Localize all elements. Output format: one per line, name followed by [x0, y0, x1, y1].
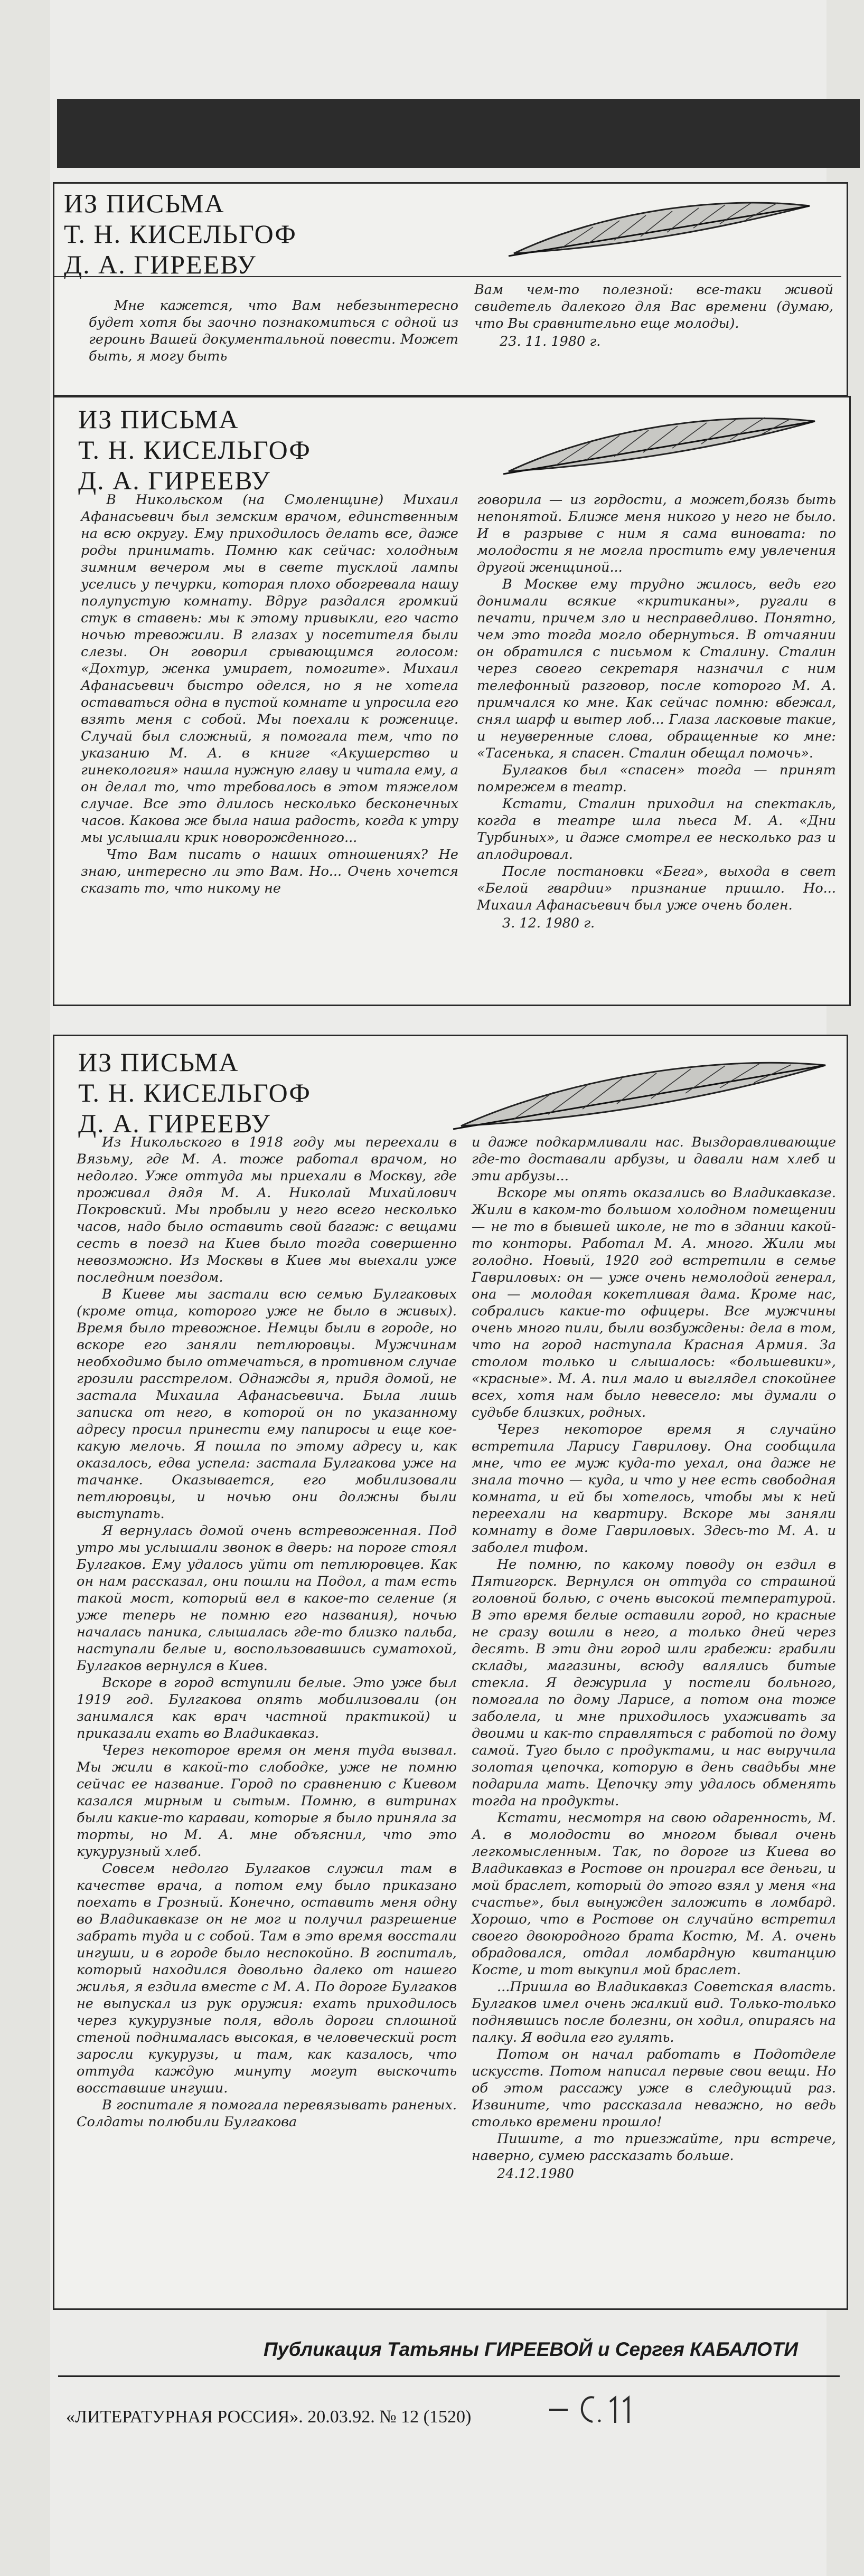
letter-panel-2	[53, 396, 851, 1006]
heading-line: ИЗ ПИСЬМА	[78, 404, 239, 434]
letter-right-column	[474, 281, 833, 350]
letter-date: 3. 12. 1980 г.	[502, 915, 595, 931]
paragraph: Совсем недолго Булгаков служил там в качестве врача, а потом ему было приказано поехать в Грозный. Конечно, оставить меня одну во Владикавказе он не мог и получил разрешение забрать туда и с собой. Там в это время восстали ингуши, и в городе было неспокойно. В госпиталь, который находился довольно далеко от нашего жилья, я ездила вместе с М. А. По дороге Булгаков не выпускал из рук оружия: ехать приходилось через кукурузные поля, вдоль дороги сплошной стеной поднималась высокая, в человеческий рост заросли кукурузы, и там, как казалось, что оттуда каждую минуту могут выскочить восставшие ингуши.	[77, 1861, 457, 2096]
top-dark-banner	[57, 99, 860, 168]
heading-line: ИЗ ПИСЬМА	[78, 1047, 239, 1077]
paragraph: Кстати, несмотря на свою одаренность, М. А. в молодости во многом бывал очень легкомысленным. Так, по дороге из Киева во Владикавказ в Ростове он проиграл все деньги, и мой браслет, который до этого взял у меня «на счастье», был вынужден заложить в ломбард. Хорошо, что в Ростове он случайно встретил своего двоюродного брата Костю, М. А. очень обрадовался, отдал ломбардную квитанцию Косте, и тот выкупил мой браслет.	[472, 1810, 836, 1978]
paragraph: Вам чем-то полезной: все-таки живой свидетель далекого для Вас времени (думаю, что Вы сравнительно еще молоды).	[474, 282, 833, 332]
paragraph: Пишите, а то приезжайте, при встрече, наверно, сумею рассказать больше.	[472, 2131, 836, 2164]
letter-left-column	[89, 297, 458, 365]
publication-credits: Публикация Татьяны ГИРЕЕВОЙ и Сергея КАБАЛОТИ	[263, 2338, 798, 2360]
letter-date: 24.12.1980	[497, 2166, 575, 2182]
paragraph: Булгаков был «спасен» тогда — принят помрежем в театр.	[477, 762, 836, 795]
letter-right-column	[472, 1134, 836, 2182]
paragraph: В Москве ему трудно жилось, ведь его донимали всякие «критиканы», ругали в печати, причем зло и несправедливо. Понятно, чем это тогда могло обернуться. В отчаянии он обратился с письмом к Сталину. Сталин через своего секретаря назначил с ним телефонный разговор, после которого М. А. примчался ко мне. Как сейчас помню: вбежал, снял шарф и вытер лоб... Глаза ласковые такие, и неуверенные слова, обращенные ко мне: «Тасенька, я спасен. Сталин обещал помочь».	[477, 576, 836, 761]
paragraph: В Никольском (на Смоленщине) Михаил Афанасьевич был земским врачом, единственным на всю округу. Ему приходилось делать все, даже роды принимать. Помню как сейчас: холодным зимним вечером мы в свете тусклой лампы уселись у печурки, которая плохо обогревала нашу полупустую комнату. Вдруг раздался громкий стук в ставень: мы к этому привыкли, его часто ночью тревожили. В глазах у посетителя были слезы. Он говорил срывающимся голосом: «Дохтур, женка умирает, помогите». Михаил Афанасьевич быстро оделся, но я не хотела оставаться одна в пустой комнате и упросила его взять меня с собой. Мы поехали к роженице. Случай был сложный, я помогала тем, что по указанию М. А. в книге «Акушерство и гинекология» нашла нужную главу и читала ему, а он делал то, что требовалось в этом тяжелом случае. Все это длилось несколько бесконечных часов. Какова же была наша радость, когда к утру мы услышали крик новорожденного...	[81, 492, 458, 846]
letter-panel-1	[53, 182, 848, 396]
paragraph: В госпитале я помогала перевязывать раненых. Солдаты полюбили Булгакова	[77, 2097, 457, 2130]
paragraph: Через некоторое время он меня туда вызвал. Мы жили в какой-то слободке, уже не помню сейчас ее название. Город по сравнению с Киевом казался мирным и сытым. Помню, в витринах были какие-то караваи, которые я было приняла за торты, но М. А. мне объяснил, что это кукурузный хлеб.	[77, 1742, 457, 1860]
handwritten-page-note	[544, 2386, 660, 2433]
letter-date: 23. 11. 1980 г.	[500, 334, 601, 349]
paragraph: Потом он начал работать в Подотделе искусств. Потом написал первые свои вещи. Но об этом рассажу уже в следующий раз. Извините, что рассказала неважно, но ведь столько времени прошло!	[472, 2047, 836, 2130]
heading-line: ИЗ ПИСЬМА	[64, 188, 225, 218]
heading-line: Д. А. ГИРЕЕВУ	[78, 466, 271, 495]
letter-panel-3	[53, 1035, 848, 2310]
paragraph: Вскоре в город вступили белые. Это уже был 1919 год. Булгакова опять мобилизовали (он занимался как врач частной практикой) и приказали ехать во Владикавказ.	[77, 1675, 457, 1741]
letter-heading	[78, 1047, 311, 1139]
paragraph: После постановки «Бега», выхода в свет «Белой гвардии» признание пришло. Но... Михаил Афанасьевич был уже очень болен.	[477, 864, 836, 913]
heading-line: Т. Н. КИСЕЛЬГОФ	[64, 219, 297, 249]
divider	[58, 2375, 840, 2377]
letter-left-column	[77, 1134, 457, 2130]
paragraph: и даже подкармливали нас. Выздоравливающие где-то доставали арбузы, и давали нам хлеб и эти арбузы...	[472, 1134, 836, 1184]
paragraph: Из Никольского в 1918 году мы переехали в Вязьму, где М. А. тоже работал врачом, но недолго. Уже оттуда мы приехали в Москву, где проживал дядя М. А. Николай Михайлович Покровский. Мы пробыли у него всего несколько часов, надо было оставить свой багаж: с вещами сесть в поезд на Киев было тогда совершенно невозможно. Из Москвы в Киев мы выехали уже последним поездом.	[77, 1134, 457, 1285]
paragraph: Что Вам писать о наших отношениях? Не знаю, интересно ли это Вам. Но... Очень хочется сказать то, что никому не	[81, 847, 458, 896]
feather-quill-icon	[440, 1047, 831, 1137]
paragraph: В Киеве мы застали всю семью Булгаковых (кроме отца, которого уже не было в живых). Время было тревожное. Немцы были в городе, но вскоре его заняли петлюровцы. Мужчинам необходимо было отмечаться, в противном случае грозили расстрелом. Однажды я, придя домой, не застала Михаила Афанасьевича. Была лишь записка от него, в которой он по указанному адресу просил принести ему папиросы и еще кое-какую мелочь. Я пошла по этому адресу и, как оказалось, едва успела: застала Булгакова уже на тачанке. Оказывается, его мобилизовали петлюровцы, и ночью они должны были выступать.	[77, 1286, 457, 1522]
letter-heading	[78, 404, 311, 496]
paragraph: Не помню, по какому поводу он ездил в Пятигорск. Вернулся он оттуда со страшной головной болью, с очень высокой температурой. В это время белые оставили город, но красные не сразу вошли в него, а только дней через десять. В эти дни город шли грабежи: грабили склады, магазины, всюду валялись битые стекла. Я дежурила у постели больного, помогала по дому Ларисе, а потом она тоже заболела, и мне приходилось ухаживать за двоими и как-то справляться с работой по дому самой. Туго было с продуктами, и нас выручила золотая цепочка, которую в день свадьбы мне подарила мать. Цепочку эту удалось обменять тогда на продукты.	[472, 1557, 836, 1809]
letter-right-column	[477, 491, 836, 932]
paragraph: Через некоторое время я случайно встретила Ларису Гаврилову. Она сообщила мне, что ее муж куда-то уехал, она даже не знала точно — куда, и что у нее есть свободная комната, и ей бы хотелось, чтобы мы к ней переехали на квартиру. Вскоре мы заняли комнату в доме Гавриловых. Здесь-то М. А. и заболел тифом.	[472, 1422, 836, 1556]
paragraph: говорила — из гордости, а может,боязь быть непонятой. Ближе меня никого у него не было. И в разрыве с ним я сама виновата: по молодости я не могла простить ему увлечения другой женщиной...	[477, 492, 836, 575]
heading-line: Д. А. ГИРЕЕВУ	[64, 250, 257, 279]
newspaper-footer: «ЛИТЕРАТУРНАЯ РОССИЯ». 20.03.92. № 12 (1520)	[66, 2407, 472, 2427]
heading-line: Т. Н. КИСЕЛЬГОФ	[78, 435, 311, 465]
heading-line: Д. А. ГИРЕЕВУ	[78, 1109, 271, 1138]
paragraph: Мне кажется, что Вам небезынтересно будет хотя бы заочно познакомиться с одной из героинь Вашей документальной повести. Может быть, я могу быть	[89, 298, 458, 364]
paragraph: Кстати, Сталин приходил на спектакль, когда в театре шла пьеса М. А. «Дни Турбиных», и даже смотрел ее несколько раз и аплодировал.	[477, 796, 836, 863]
feather-quill-icon	[498, 190, 815, 264]
heading-line: Т. Н. КИСЕЛЬГОФ	[78, 1078, 311, 1107]
letter-left-column	[81, 491, 458, 897]
paragraph: Вскоре мы опять оказались во Владикавказе. Жили в каком-то большом холодном помещении — не то в бывшей школе, не то в здании какой-то конторы. Работал М. А. много. Жили мы голодно. Новый, 1920 год встретили в семье Гавриловых: он — уже очень немолодой генерал, она — молодая кокетливая дама. Кроме нас, собрались какие-то офицеры. Все мужчины очень много пили, были возбуждены: дела в том, что на город наступала Красная Армия. За столом только и слышалось: «большевики», «красные». М. А. пил мало и выглядел спокойнее всех, хотя нам было невесело: мы думали о судьбе близких, родных.	[472, 1185, 836, 1420]
paragraph: Я вернулась домой очень встревоженная. Под утро мы услышали звонок в дверь: на пороге стоял Булгаков. Ему удалось уйти от петлюровцев. Как он нам рассказал, они пошли на Подол, а там есть такой мост, который вел в какое-то селение (я уже теперь не помню его названия), ночью началась паника, слышалась где-то близко пальба, наступали белые и, воспользовавшись суматохой, Булгаков вернулся в Киев.	[77, 1523, 457, 1674]
letter-heading	[64, 188, 297, 280]
feather-quill-icon	[493, 403, 820, 482]
paragraph: ...Пришла во Владикавказ Советская власть. Булгаков имел очень жалкий вид. Только-только поднявшись после болезни, он ходил, опираясь на палку. Я водила его гулять.	[472, 1979, 836, 2045]
